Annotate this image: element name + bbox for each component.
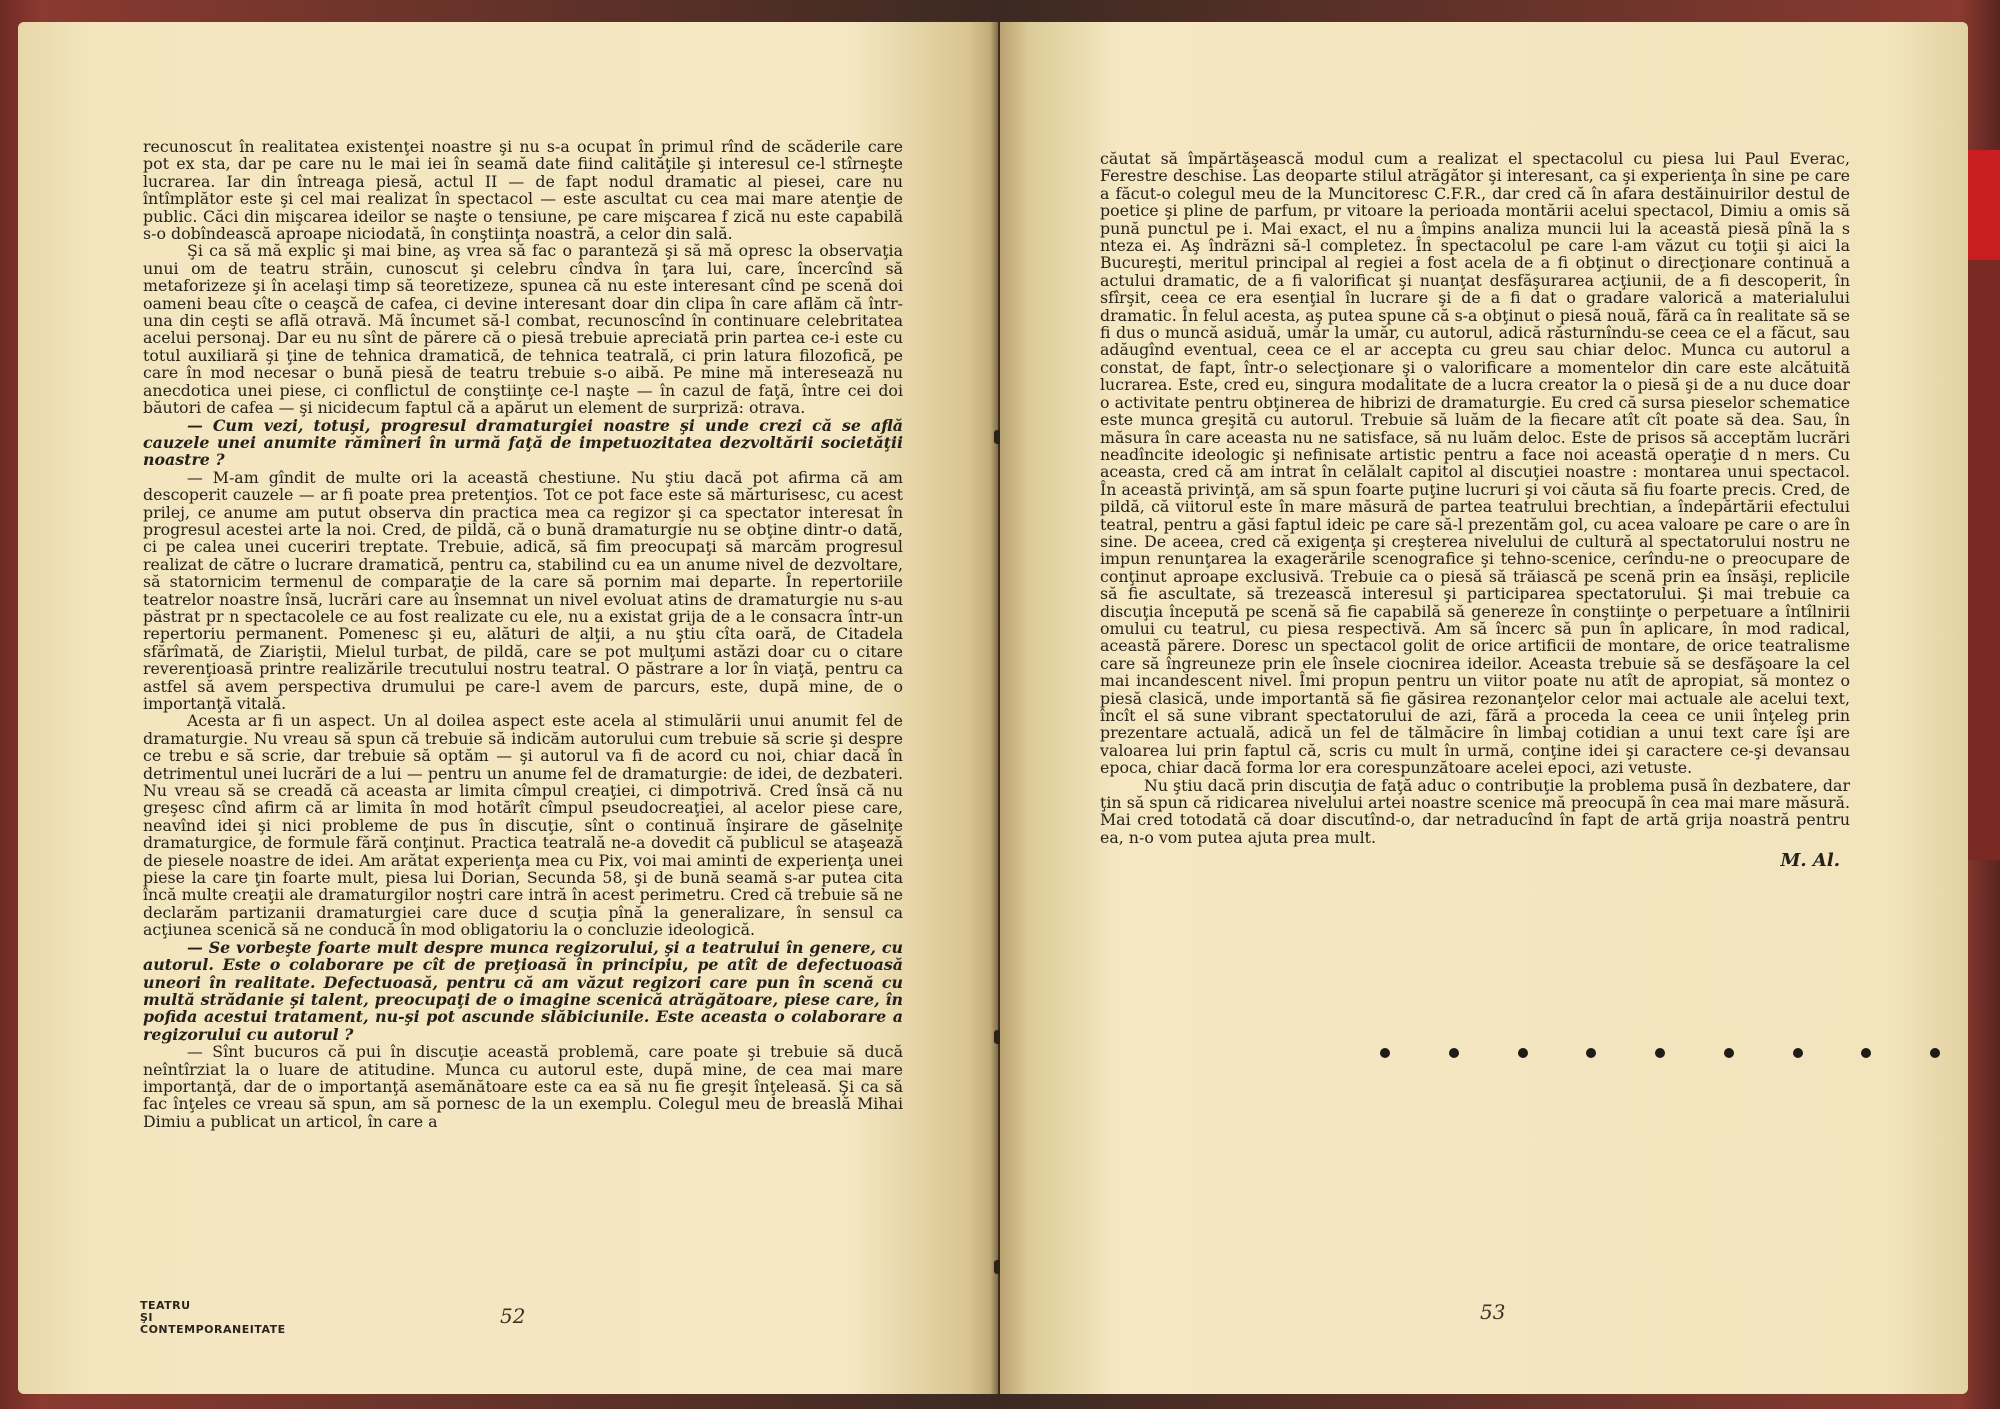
book-cover-edge <box>1968 260 2000 860</box>
divider-dot <box>1793 1048 1803 1058</box>
bookmark-tab <box>1968 150 2000 260</box>
paragraph: căutat să împărtăşească modul cum a realizat el spectacolul cu piesa lui Paul Everac, Ferestre deschise. Las deoparte stilul atrăgător şi interesant, ca şi experienţa în sine pe care a făcut-o colegul meu de la Muncitoresc C.F.R., dar cred că în afara destăinuirilor destul de poetice şi pline de parfum, pr vitoare la perioada montării acelui spectacol, Dimiu a omis să pună punctul pe i. Mai exact, el nu a împins analiza muncii lui la această piesă pînă la s nteza ei. Aş îndrăzni să-l completez. În spectacolul pe care l-am văzut cu toţii şi aici la Bucureşti, meritul principal al regiei a fost acela de a fi obţinut o direcţionare continuă a actului dramatic, de a fi valorificat şi nuanţat desfăşurarea acţiunii, de a fi descoperit, în sfîrşit, ceea ce era esenţial în lucrare şi de a fi dat o gradare valorică a materialului dramatic. În felul acesta, aş putea spune că s-a obţinut o piesă nouă, fără ca în realitate să se fi dus o muncă asiduă, umăr la umăr, cu autorul, adică răsturnîndu-se ceea ce el a făcut, sau adăugînd eventual, ceea ce el ar accepta cu greu sau chiar deloc. Munca cu autorul a constat, de fapt, într-o selecţionare şi o valorificare a momentelor din care este alcătuită lucrarea. Este, cred eu, singura modalitate de a lucra creator la o piesă şi de a nu duce doar o activitate pentru obţinerea de hibrizi de dramaturgie. Eu cred că sursa pieselor schematice este munca greşită cu autorul. Trebuie să luăm de la fiecare atît cît poate să dea. Sau, în măsura în care aceasta nu ne satisface, să nu luăm deloc. Este de prisos să acceptăm lucrări neadîncite ideologic şi nefinisate artistic pentru a face noi această operaţie d n mers. Cu aceasta, cred că am intrat în celălalt capitol al discuţiei noastre : montarea unui spectacol. În această privinţă, am să spun foarte puţine lucruri şi voi căuta să fiu foarte precis. Cred, de pildă, că viitorul este în mare măsură de partea teatrului brechtian, a îndepărtării efectului teatral, pentru a găsi faptul ideic pe care să-l prezentăm gol, cu acea valoare pe care o are în sine. De aceea, cred că exigenţa şi creşterea nivelului de cultură al spectatorului nostru ne impun renunţarea la exagerările scenografice şi tehno-scenice, cerîndu-ne o preocupare de conţinut aproape exclusivă. Trebuie ca o piesă să trăiască pe scenă prin ea însăşi, replicile să fie ascultate, să trezească interesul şi participarea spectatorului. Şi mai trebuie ca discuţia începută pe scenă să fie capabilă să genereze în conştiinţe o perpetuare a întîlnirii omului cu teatrul, cu piesa respectivă. Am să încerc să pun în aplicare, în mod radical, această părere. Doresc un spectacol golit de orice artificii de montare, de orice teatralisme care să îngreuneze prin ele însele ciocnirea ideilor. Aceasta trebuie să se desfăşoare la cel mai incandescent nivel. Îmi propun pentru un viitor poate nu atît de apropiat, să montez o piesă clasică, unde importantă să fie găsirea rezonanţelor celor mai actuale ale acelui text, încît el să sune vibrant spectatorului de azi, fără a proceda la ceea ce unii înţeleg prin prezentare actuală, adică un fel de tălmăcire în limbaj cotidian a unui text care îşi are valoarea lui prin faptul că, scris cu mult în urmă, conţine idei şi caractere ce-şi devansau epoca, chiar dacă forma lor era corespunzătoare acelei epoci, azi vetuste. <box>1100 149 1850 778</box>
journal-title-line: ŞI <box>140 1311 154 1324</box>
divider-dot <box>1930 1048 1940 1058</box>
journal-title-line: TEATRU <box>140 1299 191 1312</box>
paragraph: Şi ca să mă explic şi mai bine, aş vrea să fac o paranteză şi să mă opresc la observaţia unui om de teatru străin, cunoscut şi celebru cîndva în ţara lui, care, încercînd să metaforizeze şi în acelaşi timp să teoretizeze, spunea că nu este interesant cînd pe scenă doi oameni beau cîte o ceaşcă de cafea, ci devine interesant doar din clipa în care aflăm că într-una din ceşti se află otravă. Mă încumet să-l combat, recunoscînd în continuare celebritatea acelui personaj. Dar eu nu sînt de părere că o piesă trebuie apreciată prin partea ce-i este cu totul auxiliară şi ţine de tehnica dramatică, de tehnica teatrală, ci prin latura filozofică, pe care în mod necesar o bună piesă de teatru trebuie s-o aibă. Pe mine mă interesează nu anecdotica unei piese, ci conflictul de conştiinţe ce-l naşte — în cazul de faţă, între cei doi băutori de cafea — şi nicidecum faptul că a apărut un element de surpriză: otrava. <box>143 241 903 418</box>
paragraph: — Sînt bucuros că pui în discuţie această problemă, care poate şi trebuie să ducă neîntîrziat la o luare de atitudine. Munca cu autorul este, după mine, de cea mai mare importanţă, dar de o importanţă asemănătoare este ca ea să nu fie greşit înţeleasă. Şi ca să fac înţeles ce vreau să spun, am să pornesc de la un exemplu. Colegul meu de breaslă Mihai Dimiu a publicat un articol, în care a <box>143 1042 903 1131</box>
right-page <box>1000 22 1968 1394</box>
paragraph: recunoscut în realitatea existenţei noastre şi nu s-a ocupat în primul rînd de scăderile care pot ex sta, dar pe care nu le mai iei în seamă date fiind calităţile şi interesul ce-l stîrneşte lucrarea. Iar din întreaga piesă, actul II — de fapt nodul dramatic al piesei, care nu întîmplător este şi cel mai realizat în spectacol — este ascultat cu cea mai mare atenţie de public. Căci din mişcarea ideilor se naşte o tensiune, pe care mişcarea f zică nu este capabilă s-o dobîndească aproape niciodată, în conştiinţa noastră, a celor din sală. <box>143 137 903 244</box>
paragraph: Acesta ar fi un aspect. Un al doilea aspect este acela al stimulării unui anumit fel de dramaturgie. Nu vreau să spun că trebuie să indicăm autorului cum trebuie să scrie şi despre ce trebu e să scrie, dar trebuie să optăm — şi autorul va fi de acord cu noi, chiar dacă în detrimentul unei lucrări de a lui — pentru un anume fel de dramaturgie: de idei, de dezbateri. Nu vreau să se creadă că aceasta ar limita cîmpul creaţiei, ci dimpotrivă. Cred însă că nu greşesc cînd afirm că ar limita în mod hotărît cîmpul pseudocreaţiei, al acelor piese care, neavînd idei şi nici probleme de pus în discuţie, sînt o continuă înşirare de găselniţe dramaturgice, de formule fără conţinut. Practica teatrală ne-a dovedit că publicul se ataşează de piesele noastre de idei. Am arătat experienţa mea cu Pix, voi mai aminti de experienţa unei piese la care ţin foarte mult, piesa lui Dorian, Secunda 58, şi de bună seamă s-ar putea cita încă multe creaţii ale dramaturgilor noştri care intră în acest perimetru. Cred că trebuie să ne declarăm partizanii dramaturgiei care duce d scuţia pînă la generalizare, în sensul ca acţiunea scenică să ne conducă în mod obligatoriu la o concluzie ideologică. <box>143 711 903 940</box>
page-number: 53 <box>1480 1300 1506 1324</box>
paragraph: Nu ştiu dacă prin discuţia de faţă aduc o contribuţie la problema pusă în dezbatere, dar ţin să spun că ridicarea nivelului artei noastre scenice mă preocupă în cea mai mare măsură. Mai cred totodată că doar discutînd-o, dar netraducînd în fapt de artă grija noastră pentru ea, n-o vom putea ajuta prea mult. <box>1100 775 1850 847</box>
journal-title-line: CONTEMPORANEITATE <box>140 1323 286 1336</box>
paragraph: — M-am gîndit de multe ori la această chestiune. Nu ştiu dacă pot afirma că am descoperit cauzele — ar fi poate prea pretenţios. Tot ce pot face este să mărturisesc, cu acest prilej, ce anume am putut observa din practica mea ca regizor şi ca spectator interesat în progresul acestei arte la noi. Cred, de pildă, că o bună dramaturgie nu se obţine dintr-o dată, ci pe calea unei cuceriri treptate. Trebuie, adică, să fim preocupaţi să marcăm progresul realizat de către o lucrare dramatică, pentru ca, stabilind cu ea un anume nivel de dezvoltare, să statornicim termenul de comparaţie de la care să pornim mai departe. În repertoriile teatrelor noastre însă, lucrări care au însemnat un nivel evoluat atins de dramaturgie nu s-au păstrat pr n spectacolele ce au fost realizate cu ele, nu a existat grija de a le consacra într-un repertoriu permanent. Pomenesc şi eu, alături de alţii, a nu ştiu cîta oară, de Citadela sfărîmată, de Ziariştii, Mielul turbat, de pildă, care se pot mulţumi astăzi doar cu o citare reverenţioasă printre realizările trecutului nostru teatral. O păstrare a lor în viaţă, pentru ca astfel să avem perspectiva drumului pe care-l avem de parcurs, este, după mine, de o importanţă vitală. <box>143 467 903 713</box>
divider-dot <box>1449 1048 1459 1058</box>
divider-dot <box>1655 1048 1665 1058</box>
page-number: 52 <box>500 1304 526 1328</box>
interview-question: — Cum vezi, totuşi, progresul dramaturgiei noastre şi unde crezi că se află cauzele unei anumite rămîneri în urmă faţă de impetuozitatea dezvoltării societăţii noastre ? <box>143 415 903 470</box>
divider-dot <box>1586 1048 1596 1058</box>
interview-question: — Se vorbeşte foarte mult despre munca regizorului, şi a teatrului în genere, cu autorul. Este o colaborare pe cît de preţioasă în principiu, pe atît de defectuoasă uneori în realitate. Defectuoasă, pentru că am văzut regizori care pun în scenă cu multă strădanie şi talent, preocupaţi de o imagine scenică atrăgătoare, piese care, în pofida acestui tratament, nu-şi pot ascunde slăbiciunile. Este aceasta o colaborare a regizorului cu autorul ? <box>143 937 903 1044</box>
journal-title <box>140 1300 286 1336</box>
divider-dot <box>1724 1048 1734 1058</box>
left-page <box>18 22 998 1394</box>
divider-dot <box>1518 1048 1528 1058</box>
section-divider-dots <box>1380 1048 1940 1058</box>
divider-dot <box>1380 1048 1390 1058</box>
right-text-column <box>1100 150 1850 970</box>
divider-dot <box>1861 1048 1871 1058</box>
author-signature: M. Al. <box>1780 850 1840 872</box>
left-text-column <box>143 138 903 1288</box>
